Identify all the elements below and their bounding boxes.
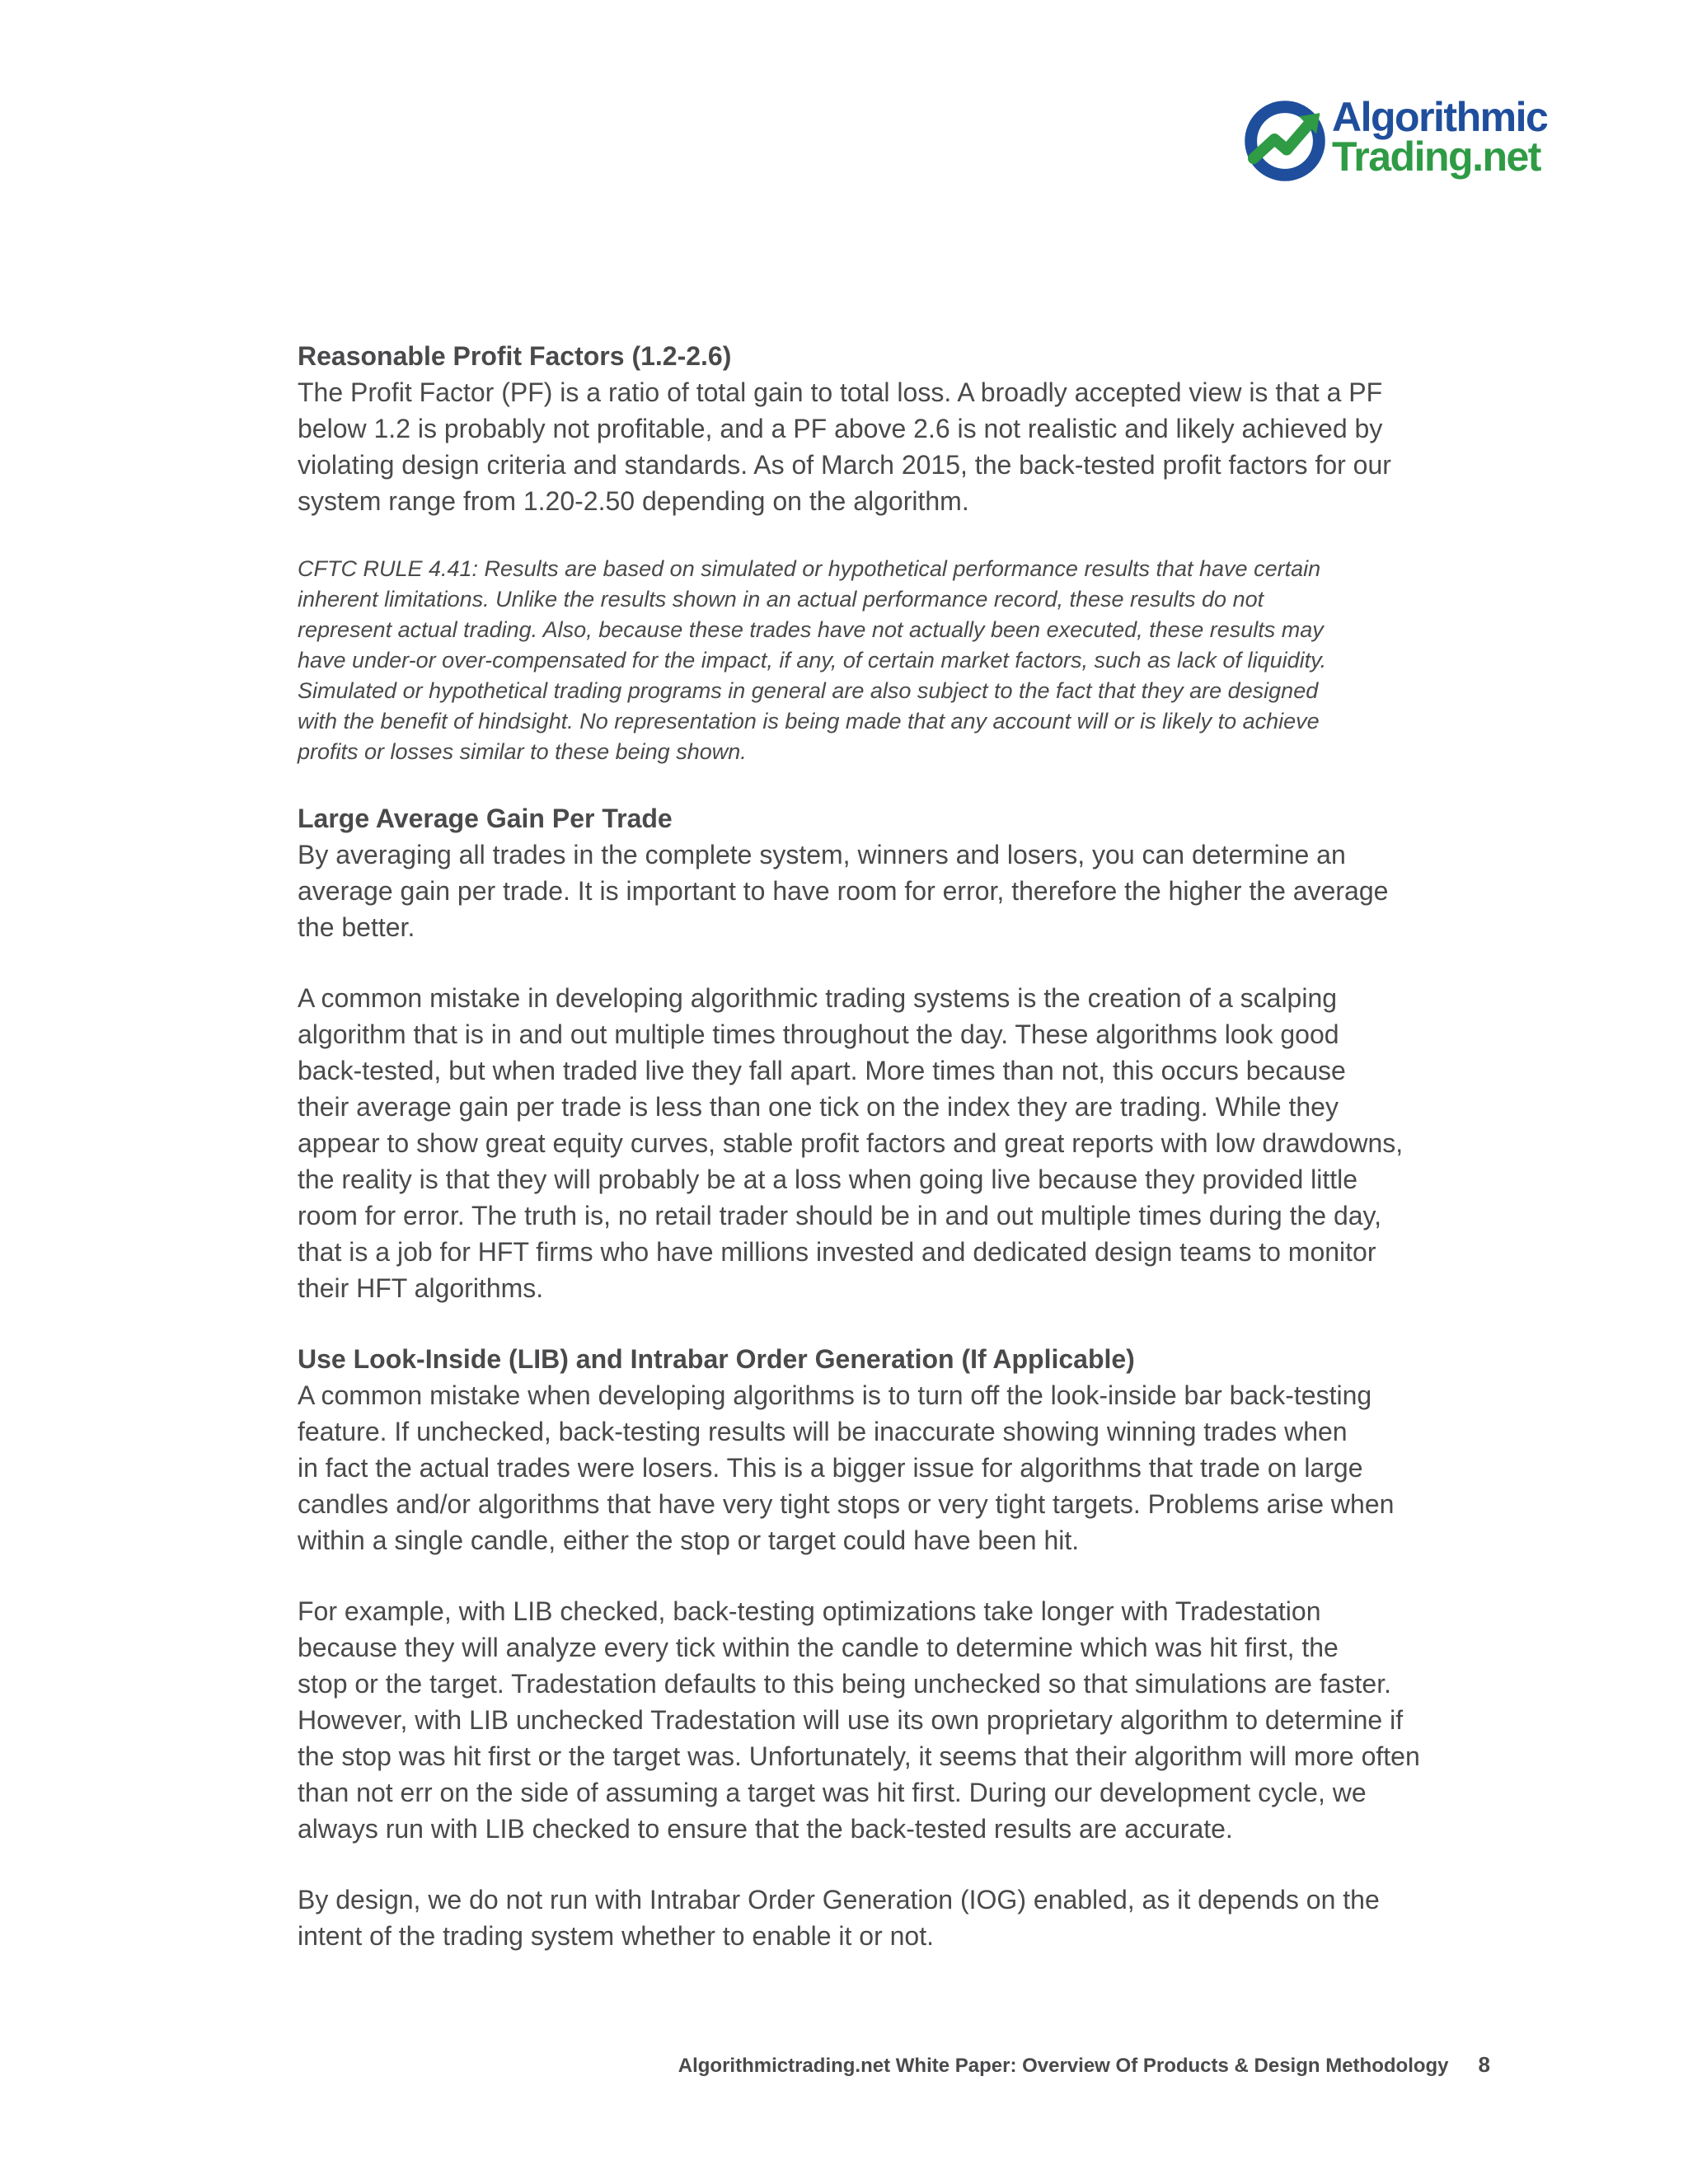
cftc-disclaimer: CFTC RULE 4.41: Results are based on simulated or hypothetical performance results that have certain inherent limitations. Unlike the results shown in an actual performance record, these results do not represent actual trading. Also, because these trades have not actually been executed, these results may have under-or over-compensated for the impact, if any, of certain market factors, such as lack of liquidity. Simulated or hypothetical trading programs in general are also subject to the fact that they are designed with the benefit of hindsight. No representation is being made that any account will or is likely to achieve profits or losses similar to these being shown. — [298, 556, 1327, 764]
paragraph-look-inside-bar: A common mistake when developing algorithms is to turn off the look-inside bar back-testing feature. If unchecked, back-testing results will be inaccurate showing winning trades when in fact the actual trades were losers. This is a bigger issue for algorithms that trade on large candles and/or algorithms that have very tight stops or very tight targets. Problems arise when within a single candle, either the stop or target could have been hit. — [298, 1380, 1395, 1555]
page-number: 8 — [1478, 2052, 1490, 2077]
paragraph-iog: By design, we do not run with Intrabar Order Generation (IOG) enabled, as it depends on the intent of the trading system whether to enable it or not. — [298, 1885, 1380, 1951]
heading-average-gain: Large Average Gain Per Trade — [298, 804, 673, 833]
paragraph-average-gain: By averaging all trades in the complete system, winners and losers, you can determine an average gain per trade. It is important to have room for error, therefore the higher the average the better. — [298, 840, 1389, 942]
heading-profit-factors: Reasonable Profit Factors (1.2-2.6) — [298, 341, 732, 371]
paragraph-scalping-mistake: A common mistake in developing algorithmic trading systems is the creation of a scalping algorithm that is in and out multiple times throughout the day. These algorithms look good back-tested, but when traded live they fall apart. More times than not, this occurs because their average gain per trade is less than one tick on the index they are trading. While they appear to show great equity curves, stable profit factors and great reports with low drawdowns, the reality is that they will probably be at a loss when going live because they provided little room for error. The truth is, no retail trader should be in and out multiple times during the day, that is a job for HFT firms who have millions invested and dedicated design teams to monitor their HFT algorithms. — [298, 983, 1404, 1303]
paragraph-lib-example: For example, with LIB checked, back-testing optimizations take longer with Tradestation because they will analyze every tick within the candle to determine which was hit first, the stop or the target. Tradestation defaults to this being unchecked so that simulations are faster. However, with LIB unchecked Tradestation will use its own proprietary algorithm to determine if the stop was hit first or the target was. Unfortunately, it seems that their algorithm will more often than not err on the side of assuming a target was hit first. During our development cycle, we always run with LIB checked to ensure that the back-tested results are accurate. — [298, 1596, 1420, 1844]
heading-look-inside-bar: Use Look-Inside (LIB) and Intrabar Order Generation (If Applicable) — [298, 1344, 1135, 1374]
logo-emblem-icon — [1241, 97, 1329, 185]
paragraph-profit-factors: The Profit Factor (PF) is a ratio of total gain to total loss. A broadly accepted view is that a PF below 1.2 is probably not profitable, and a PF above 2.6 is not realistic and likely achieved by violating design criteria and standards. As of March 2015, the back-tested profit factors for our system range from 1.20-2.50 depending on the algorithm. — [298, 377, 1391, 516]
logo-text-line2: Trading.net — [1332, 134, 1540, 180]
logo-wordmark — [1332, 94, 1548, 180]
page-content — [298, 338, 1501, 1954]
footer-title: Algorithmictrading.net White Paper: Overview Of Products & Design Methodology — [678, 2055, 1449, 2077]
page-footer — [678, 2052, 1490, 2078]
logo-text-line1: Algorithmic — [1332, 94, 1548, 140]
company-logo — [1241, 96, 1596, 186]
